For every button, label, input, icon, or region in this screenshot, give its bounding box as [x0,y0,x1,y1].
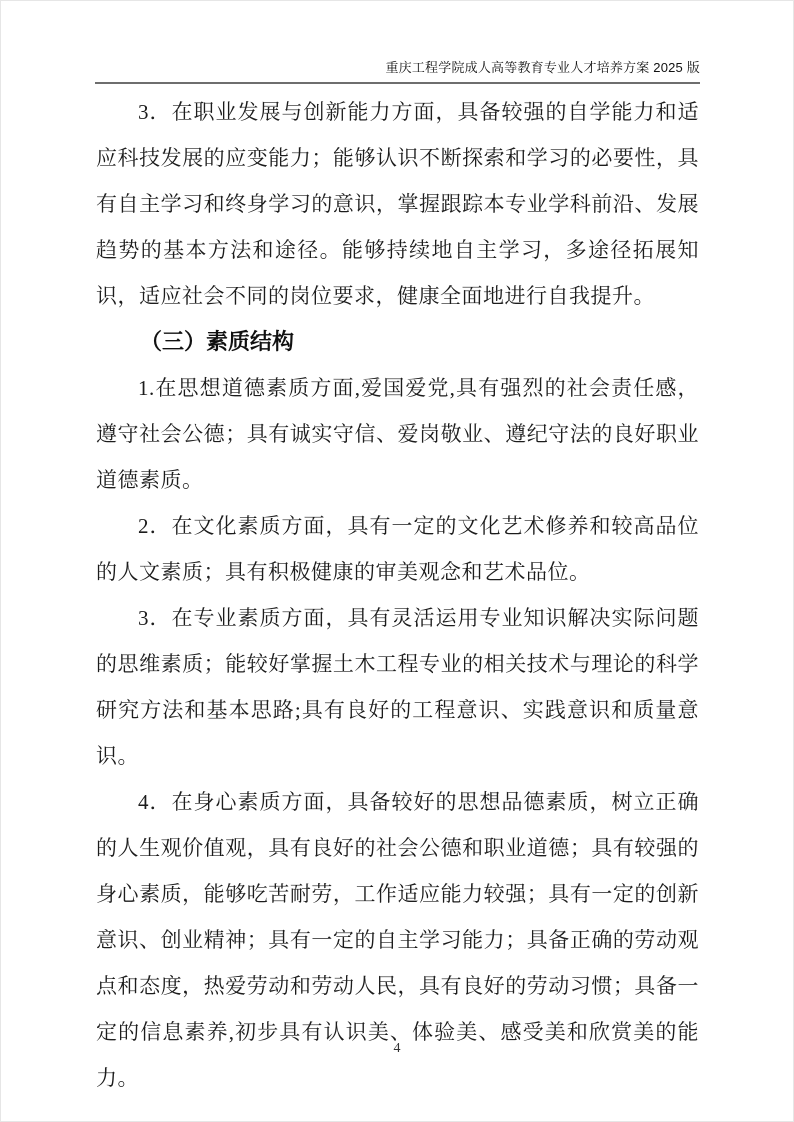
paragraph-professional-quality: 3．在专业素质方面，具有灵活运用专业知识解决实际问题的思维素质；能较好掌握土木工程专业的相关技术与理论的科学研究方法和基本思路;具有良好的工程意识、实践意识和质量意识。 [96,606,699,768]
page-footer [1,1039,793,1057]
header-title: 重庆工程学院成人高等教育专业人才培养方案 2025 版 [385,60,700,75]
paragraph-cultural-quality: 2．在文化素质方面，具有一定的文化艺术修养和较高品位的人文素质；具有积极健康的审美观念和艺术品位。 [96,514,699,584]
page-header [95,57,700,84]
page-number: 4 [393,1041,401,1056]
paragraph-career-development-ability: 3．在职业发展与创新能力方面，具备较强的自学能力和适应科技发展的应变能力；能够认识不断探索和学习的必要性，具有自主学习和终身学习的意识，掌握跟踪本专业学科前沿、发展趋势的基本方法和途径。能够持续地自主学习，多途径拓展知识，适应社会不同的岗位要求，健康全面地进行自我提升。 [96,100,699,308]
paragraph-ideological-moral-quality: 1.在思想道德素质方面,爱国爱党,具有强烈的社会责任感，遵守社会公德；具有诚实守信、爱岗敬业、遵纪守法的良好职业道德素质。 [96,376,699,492]
document-body [96,89,699,1101]
section-heading-quality-structure: （三）素质结构 [140,329,295,354]
paragraph-physical-mental-quality: 4．在身心素质方面，具备较好的思想品德素质，树立正确的人生观价值观，具有良好的社会公德和职业道德；具有较强的身心素质，能够吃苦耐劳，工作适应能力较强；具有一定的创新意识、创业精神；具有一定的自主学习能力；具备正确的劳动观点和态度，热爱劳动和劳动人民，具有良好的劳动习惯；具备一定的信息素养,初步具有认识美、体验美、感受美和欣赏美的能力。 [96,790,699,1090]
